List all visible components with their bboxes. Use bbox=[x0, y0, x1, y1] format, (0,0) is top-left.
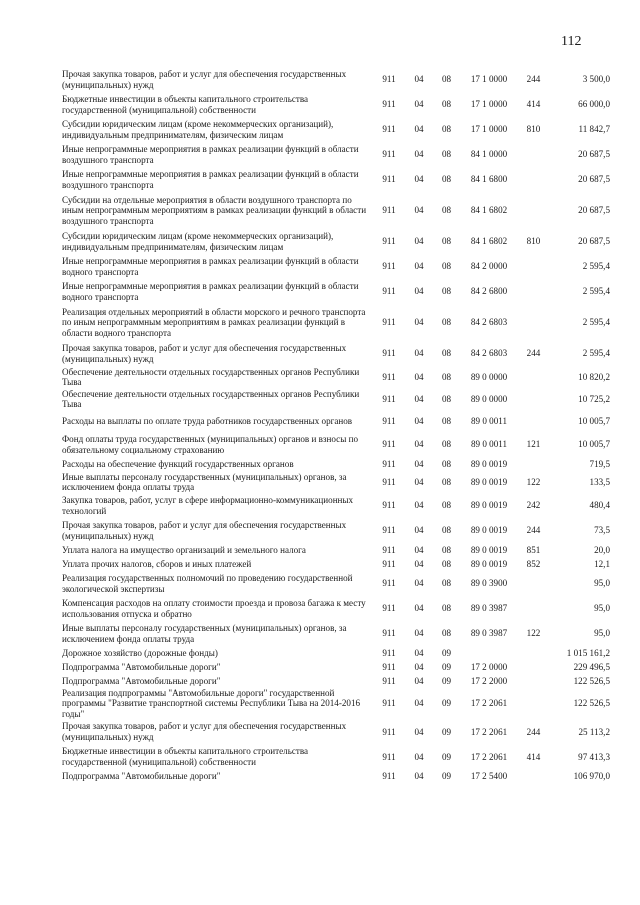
row-name: Иные непрограммные мероприятия в рамках реализации функций в области воздушного транспорта bbox=[62, 169, 359, 190]
expense-type bbox=[518, 596, 549, 621]
section-code: 04 bbox=[414, 236, 424, 247]
target-article: 17 1 0000 bbox=[470, 99, 508, 110]
table-row bbox=[62, 254, 610, 279]
expense-type: 244 bbox=[526, 525, 541, 536]
target-article: 89 0 3987 bbox=[470, 603, 508, 614]
ministry-code: 911 bbox=[382, 74, 396, 85]
section-code: 04 bbox=[414, 647, 424, 658]
expense-type: 122 bbox=[526, 628, 541, 639]
expense-type bbox=[518, 457, 549, 471]
table-row bbox=[62, 366, 610, 388]
expense-type bbox=[518, 688, 549, 719]
expense-type bbox=[518, 674, 549, 688]
section-code: 04 bbox=[414, 371, 424, 382]
row-name: Подпрограмма "Автомобильные дороги" bbox=[62, 771, 221, 782]
expense-type bbox=[518, 410, 549, 432]
amount: 3 500,0 bbox=[582, 74, 610, 85]
table-row bbox=[62, 471, 610, 493]
ministry-code: 911 bbox=[382, 286, 396, 297]
target-article: 89 0 0011 bbox=[470, 439, 508, 450]
target-article: 17 1 0000 bbox=[470, 74, 508, 85]
section-code: 04 bbox=[414, 317, 424, 328]
expense-type: 414 bbox=[526, 99, 541, 110]
expense-type bbox=[518, 660, 549, 674]
target-article: 84 2 6800 bbox=[470, 286, 508, 297]
subsection-code: 08 bbox=[441, 439, 452, 450]
ministry-code: 911 bbox=[382, 525, 396, 536]
table-row bbox=[62, 646, 610, 660]
subsection-code: 09 bbox=[441, 661, 452, 672]
section-code: 04 bbox=[414, 124, 424, 135]
row-name: Обеспечение деятельности отдельных государственных органов Республики Тыва bbox=[62, 366, 360, 387]
row-name: Уплата прочих налогов, сборов и иных платежей bbox=[62, 558, 252, 569]
section-code: 04 bbox=[414, 698, 424, 709]
ministry-code: 911 bbox=[382, 205, 396, 216]
table-row bbox=[62, 518, 610, 543]
table-row bbox=[62, 744, 610, 769]
ministry-code: 911 bbox=[382, 371, 396, 382]
subsection-code: 08 bbox=[441, 558, 452, 569]
amount: 1 015 161,2 bbox=[566, 647, 610, 658]
subsection-code: 08 bbox=[441, 236, 452, 247]
table-row bbox=[62, 410, 610, 432]
subsection-code: 08 bbox=[441, 317, 452, 328]
ministry-code: 911 bbox=[382, 675, 396, 686]
amount: 20 687,5 bbox=[578, 174, 610, 185]
section-code: 04 bbox=[414, 74, 424, 85]
amount: 20 687,5 bbox=[578, 236, 610, 247]
ministry-code: 911 bbox=[382, 99, 396, 110]
target-article: 89 0 3900 bbox=[470, 578, 508, 589]
amount: 95,0 bbox=[594, 578, 610, 589]
subsection-code: 09 bbox=[441, 647, 452, 658]
target-article: 84 2 0000 bbox=[470, 261, 508, 272]
subsection-code: 08 bbox=[441, 393, 452, 404]
subsection-code: 09 bbox=[441, 751, 452, 762]
row-name: Фонд оплаты труда государственных (муниципальных) органов и взносы по обязательному социальному страхованию bbox=[62, 434, 358, 455]
subsection-code: 08 bbox=[441, 124, 452, 135]
subsection-code: 08 bbox=[441, 415, 452, 426]
target-article: 89 0 0019 bbox=[470, 558, 508, 569]
section-code: 04 bbox=[414, 544, 424, 555]
row-name: Иные непрограммные мероприятия в рамках реализации функций в области водного транспорта bbox=[62, 281, 359, 302]
expense-type: 414 bbox=[526, 751, 541, 762]
expense-type bbox=[518, 366, 549, 388]
amount: 10 725,2 bbox=[578, 393, 610, 404]
amount: 106 970,0 bbox=[573, 771, 610, 782]
amount: 122 526,5 bbox=[573, 675, 610, 686]
section-code: 04 bbox=[414, 675, 424, 686]
section-code: 04 bbox=[414, 500, 424, 511]
row-name: Подпрограмма "Автомобильные дороги" bbox=[62, 661, 221, 672]
amount: 480,4 bbox=[589, 500, 610, 511]
table-row bbox=[62, 67, 610, 92]
subsection-code: 08 bbox=[441, 458, 452, 469]
table-row bbox=[62, 457, 610, 471]
amount: 10 820,2 bbox=[578, 371, 610, 382]
ministry-code: 911 bbox=[382, 415, 396, 426]
row-name: Прочая закупка товаров, работ и услуг для обеспечения государственных (муниципальных) нужд bbox=[62, 69, 347, 90]
row-name: Расходы на выплаты по оплате труда работников государственных органов bbox=[62, 415, 353, 426]
ministry-code: 911 bbox=[382, 544, 396, 555]
amount: 2 595,4 bbox=[582, 317, 610, 328]
table-row bbox=[62, 543, 610, 557]
page-number: 112 bbox=[561, 34, 582, 49]
section-code: 04 bbox=[414, 726, 424, 737]
section-code: 04 bbox=[414, 661, 424, 672]
budget-table bbox=[62, 67, 610, 783]
row-name: Прочая закупка товаров, работ и услуг для обеспечения государственных (муниципальных) нужд bbox=[62, 721, 347, 742]
target-article: 89 0 3987 bbox=[470, 628, 508, 639]
table-row bbox=[62, 92, 610, 117]
target-article: 84 2 6803 bbox=[470, 348, 508, 359]
section-code: 04 bbox=[414, 261, 424, 272]
row-name: Субсидии юридическим лицам (кроме некоммерческих организаций), индивидуальным предпринимателям, физическим лицам bbox=[62, 231, 334, 252]
ministry-code: 911 bbox=[382, 603, 396, 614]
ministry-code: 911 bbox=[382, 751, 396, 762]
ministry-code: 911 bbox=[382, 771, 396, 782]
section-code: 04 bbox=[414, 476, 424, 487]
table-row bbox=[62, 493, 610, 518]
target-article bbox=[460, 646, 518, 660]
table-row bbox=[62, 117, 610, 142]
amount: 12,1 bbox=[594, 558, 610, 569]
amount: 10 005,7 bbox=[578, 439, 610, 450]
table-row bbox=[62, 769, 610, 783]
amount: 20 687,5 bbox=[578, 149, 610, 160]
row-name: Бюджетные инвестиции в объекты капитального строительства государственной (муниципальной) собственности bbox=[62, 94, 309, 115]
amount: 10 005,7 bbox=[578, 415, 610, 426]
row-name: Субсидии юридическим лицам (кроме некоммерческих организаций), индивидуальным предпринимателям, физическим лицам bbox=[62, 119, 334, 140]
target-article: 89 0 0019 bbox=[470, 525, 508, 536]
table-row bbox=[62, 388, 610, 410]
target-article: 89 0 0019 bbox=[470, 500, 508, 511]
expense-type bbox=[518, 142, 549, 167]
section-code: 04 bbox=[414, 174, 424, 185]
row-name: Иные непрограммные мероприятия в рамках реализации функций в области водного транспорта bbox=[62, 256, 359, 277]
subsection-code: 08 bbox=[441, 500, 452, 511]
expense-type bbox=[518, 167, 549, 192]
section-code: 04 bbox=[414, 578, 424, 589]
expense-type bbox=[518, 254, 549, 279]
section-code: 04 bbox=[414, 628, 424, 639]
table-row bbox=[62, 341, 610, 366]
expense-type: 121 bbox=[526, 439, 541, 450]
ministry-code: 911 bbox=[382, 500, 396, 511]
amount: 2 595,4 bbox=[582, 348, 610, 359]
target-article: 89 0 0000 bbox=[470, 371, 508, 382]
target-article: 84 1 0000 bbox=[470, 149, 508, 160]
subsection-code: 08 bbox=[441, 174, 452, 185]
target-article: 84 1 6800 bbox=[470, 174, 508, 185]
section-code: 04 bbox=[414, 751, 424, 762]
subsection-code: 09 bbox=[441, 771, 452, 782]
ministry-code: 911 bbox=[382, 458, 396, 469]
subsection-code: 08 bbox=[441, 99, 452, 110]
expense-type bbox=[518, 279, 549, 304]
table-row bbox=[62, 304, 610, 341]
expense-type: 810 bbox=[526, 124, 541, 135]
ministry-code: 911 bbox=[382, 578, 396, 589]
amount: 133,5 bbox=[589, 476, 610, 487]
target-article: 89 0 0011 bbox=[470, 415, 508, 426]
table-row bbox=[62, 142, 610, 167]
row-name: Закупка товаров, работ, услуг в сфере информационно-коммуникационных технологий bbox=[62, 495, 354, 516]
target-article: 17 1 0000 bbox=[470, 124, 508, 135]
amount: 66 000,0 bbox=[578, 99, 610, 110]
ministry-code: 911 bbox=[382, 661, 396, 672]
ministry-code: 911 bbox=[382, 476, 396, 487]
amount: 97 413,3 bbox=[578, 751, 610, 762]
subsection-code: 08 bbox=[441, 286, 452, 297]
target-article: 17 2 2061 bbox=[470, 726, 508, 737]
subsection-code: 08 bbox=[441, 578, 452, 589]
subsection-code: 08 bbox=[441, 525, 452, 536]
section-code: 04 bbox=[414, 525, 424, 536]
row-name: Иные выплаты персоналу государственных (муниципальных) органов, за исключением фонда оплаты труда bbox=[62, 471, 347, 492]
section-code: 04 bbox=[414, 439, 424, 450]
amount: 25 113,2 bbox=[578, 726, 610, 737]
amount: 11 842,7 bbox=[578, 124, 610, 135]
subsection-code: 08 bbox=[441, 74, 452, 85]
row-name: Компенсация расходов на оплату стоимости проезда и провоза багажа к месту использования отпуска и обратно bbox=[62, 598, 366, 619]
table-row bbox=[62, 557, 610, 571]
row-name: Расходы на обеспечение функций государственных органов bbox=[62, 458, 294, 469]
row-name: Дорожное хозяйство (дорожные фонды) bbox=[62, 647, 218, 658]
amount: 122 526,5 bbox=[573, 698, 610, 709]
ministry-code: 911 bbox=[382, 439, 396, 450]
ministry-code: 911 bbox=[382, 348, 396, 359]
amount: 95,0 bbox=[594, 628, 610, 639]
expense-type bbox=[518, 304, 549, 341]
row-name: Обеспечение деятельности отдельных государственных органов Республики Тыва bbox=[62, 388, 360, 409]
amount: 20,0 bbox=[594, 544, 610, 555]
ministry-code: 911 bbox=[382, 261, 396, 272]
ministry-code: 911 bbox=[382, 558, 396, 569]
row-name: Прочая закупка товаров, работ и услуг для обеспечения государственных (муниципальных) нужд bbox=[62, 343, 347, 364]
subsection-code: 08 bbox=[441, 628, 452, 639]
row-name: Реализация подпрограммы "Автомобильные дороги" государственной программы "Развитие транспортной системы Республики Тыва на 2014-2016 годы" bbox=[62, 688, 361, 719]
ministry-code: 911 bbox=[382, 236, 396, 247]
amount: 20 687,5 bbox=[578, 205, 610, 216]
table-row bbox=[62, 621, 610, 646]
row-name: Субсидии на отдельные мероприятия в области воздушного транспорта по иным непрограммным мероприятиям в рамках реализации функций в области воздушного транспорта bbox=[62, 194, 367, 226]
subsection-code: 08 bbox=[441, 261, 452, 272]
expense-type: 244 bbox=[526, 726, 541, 737]
expense-type bbox=[518, 769, 549, 783]
target-article: 84 2 6803 bbox=[470, 317, 508, 328]
amount: 719,5 bbox=[589, 458, 610, 469]
target-article: 17 2 2061 bbox=[470, 698, 508, 709]
amount: 2 595,4 bbox=[582, 261, 610, 272]
amount: 2 595,4 bbox=[582, 286, 610, 297]
target-article: 84 1 6802 bbox=[470, 205, 508, 216]
expense-type: 810 bbox=[526, 236, 541, 247]
expense-type bbox=[518, 571, 549, 596]
row-name: Иные непрограммные мероприятия в рамках реализации функций в области воздушного транспорта bbox=[62, 144, 359, 165]
subsection-code: 09 bbox=[441, 726, 452, 737]
ministry-code: 911 bbox=[382, 628, 396, 639]
row-name: Подпрограмма "Автомобильные дороги" bbox=[62, 675, 221, 686]
ministry-code: 911 bbox=[382, 647, 396, 658]
subsection-code: 08 bbox=[441, 205, 452, 216]
section-code: 04 bbox=[414, 771, 424, 782]
row-name: Реализация государственных полномочий по проведению государственной экологической экспертизы bbox=[62, 573, 353, 594]
target-article: 89 0 0019 bbox=[470, 458, 508, 469]
row-name: Прочая закупка товаров, работ и услуг для обеспечения государственных (муниципальных) нужд bbox=[62, 520, 347, 541]
subsection-code: 08 bbox=[441, 348, 452, 359]
table-row bbox=[62, 674, 610, 688]
amount: 229 496,5 bbox=[573, 661, 610, 672]
subsection-code: 08 bbox=[441, 544, 452, 555]
expense-type: 244 bbox=[526, 74, 541, 85]
section-code: 04 bbox=[414, 603, 424, 614]
target-article: 17 2 0000 bbox=[470, 661, 508, 672]
section-code: 04 bbox=[414, 286, 424, 297]
table-row bbox=[62, 279, 610, 304]
table-row bbox=[62, 229, 610, 254]
table-row bbox=[62, 660, 610, 674]
expense-type: 242 bbox=[526, 500, 541, 511]
subsection-code: 08 bbox=[441, 371, 452, 382]
ministry-code: 911 bbox=[382, 726, 396, 737]
section-code: 04 bbox=[414, 348, 424, 359]
ministry-code: 911 bbox=[382, 393, 396, 404]
table-row bbox=[62, 571, 610, 596]
expense-type bbox=[518, 388, 549, 410]
row-name: Бюджетные инвестиции в объекты капитального строительства государственной (муниципальной) собственности bbox=[62, 746, 309, 767]
expense-type bbox=[518, 192, 549, 229]
section-code: 04 bbox=[414, 99, 424, 110]
table-row bbox=[62, 688, 610, 719]
expense-type: 852 bbox=[526, 558, 541, 569]
row-name: Иные выплаты персоналу государственных (муниципальных) органов, за исключением фонда оплаты труда bbox=[62, 623, 347, 644]
ministry-code: 911 bbox=[382, 317, 396, 328]
table-row bbox=[62, 167, 610, 192]
expense-type bbox=[518, 646, 549, 660]
ministry-code: 911 bbox=[382, 124, 396, 135]
target-article: 89 0 0000 bbox=[470, 393, 508, 404]
amount: 95,0 bbox=[594, 603, 610, 614]
subsection-code: 08 bbox=[441, 149, 452, 160]
table-row bbox=[62, 719, 610, 744]
subsection-code: 08 bbox=[441, 476, 452, 487]
target-article: 17 2 5400 bbox=[470, 771, 508, 782]
target-article: 89 0 0019 bbox=[470, 544, 508, 555]
subsection-code: 09 bbox=[441, 698, 452, 709]
table-row bbox=[62, 432, 610, 457]
row-name: Реализация отдельных мероприятий в области морского и речного транспорта по иным непрограммным мероприятиям в рамках реализации функций в области водного транспорта bbox=[62, 306, 366, 338]
subsection-code: 08 bbox=[441, 603, 452, 614]
target-article: 17 2 2061 bbox=[470, 751, 508, 762]
section-code: 04 bbox=[414, 393, 424, 404]
section-code: 04 bbox=[414, 458, 424, 469]
section-code: 04 bbox=[414, 149, 424, 160]
target-article: 17 2 2000 bbox=[470, 675, 508, 686]
table-row bbox=[62, 192, 610, 229]
section-code: 04 bbox=[414, 205, 424, 216]
expense-type: 244 bbox=[526, 348, 541, 359]
target-article: 89 0 0019 bbox=[470, 476, 508, 487]
subsection-code: 09 bbox=[441, 675, 452, 686]
table-row bbox=[62, 596, 610, 621]
expense-type: 122 bbox=[526, 476, 541, 487]
section-code: 04 bbox=[414, 415, 424, 426]
target-article: 84 1 6802 bbox=[470, 236, 508, 247]
expense-type: 851 bbox=[526, 544, 541, 555]
section-code: 04 bbox=[414, 558, 424, 569]
row-name: Уплата налога на имущество организаций и земельного налога bbox=[62, 544, 306, 555]
ministry-code: 911 bbox=[382, 174, 396, 185]
ministry-code: 911 bbox=[382, 149, 396, 160]
ministry-code: 911 bbox=[382, 698, 396, 709]
amount: 73,5 bbox=[594, 525, 610, 536]
